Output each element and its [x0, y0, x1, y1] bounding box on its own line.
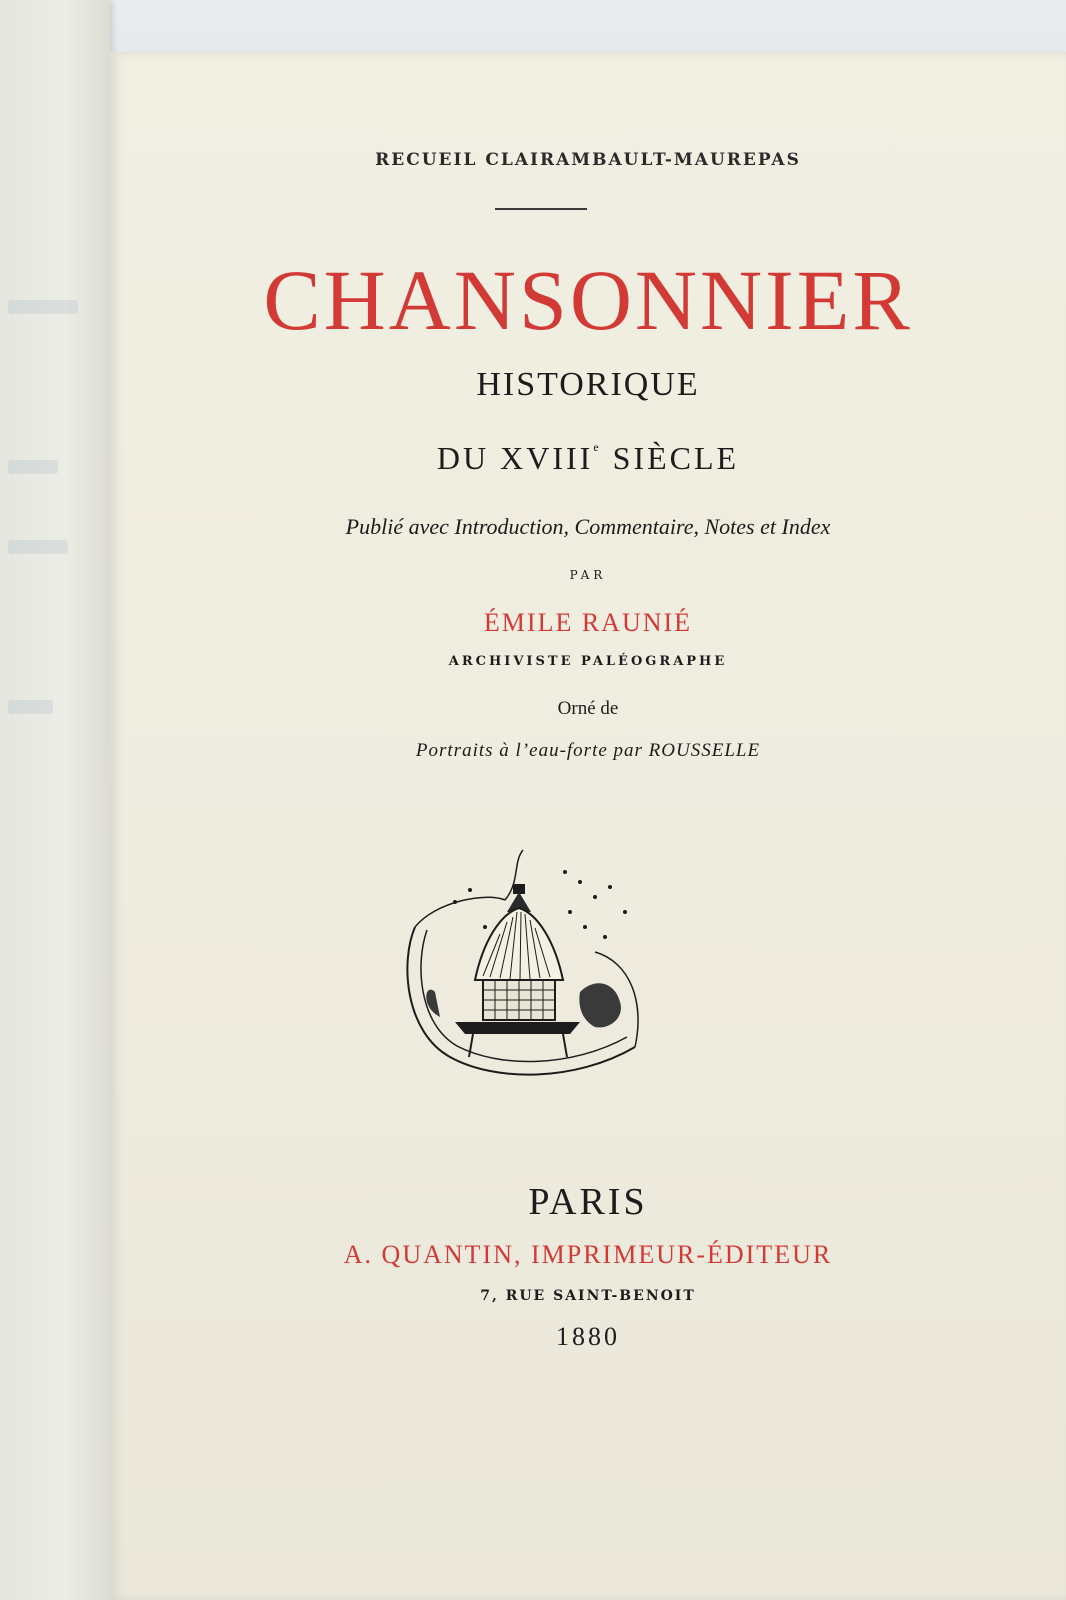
subtitle-century-main: DU XVIII [436, 440, 594, 476]
publisher-address: 7, RUE SAINT-BENOIT [480, 1288, 696, 1304]
publisher-name: A. QUANTIN, IMPRIMEUR-ÉDITEUR [343, 1240, 833, 1269]
divider-rule [495, 208, 587, 210]
subtitle-century [110, 440, 1066, 477]
title-page [110, 52, 1066, 1600]
facing-page-edge [0, 0, 110, 1600]
faint-bleed-through [8, 540, 68, 554]
collection-name: RECUEIL CLAIRAMBAULT-MAUREPAS [375, 150, 801, 170]
subtitle-century-end: SIÈCLE [601, 440, 740, 476]
subtitle-century-sup: e [593, 440, 602, 454]
publication-city: PARIS [528, 1181, 648, 1223]
adorned-label: Orné de [557, 698, 619, 719]
faint-bleed-through [8, 700, 53, 714]
publication-year: 1880 [556, 1322, 620, 1351]
subtitle-historique: HISTORIQUE [476, 366, 700, 403]
author-name: ÉMILE RAUNIÉ [483, 608, 693, 637]
by-label: PAR [569, 568, 607, 582]
faint-bleed-through [8, 300, 78, 314]
faint-bleed-through [8, 460, 58, 474]
beehive-emblem-icon [395, 842, 665, 1092]
author-role: ARCHIVISTE PALÉOGRAPHE [448, 654, 728, 669]
book-title: CHANSONNIER [263, 252, 913, 348]
publication-note: Publié avec Introduction, Commentaire, Notes et Index [345, 514, 831, 539]
portraits-note: Portraits à l’eau-forte par ROUSSELLE [415, 740, 761, 761]
